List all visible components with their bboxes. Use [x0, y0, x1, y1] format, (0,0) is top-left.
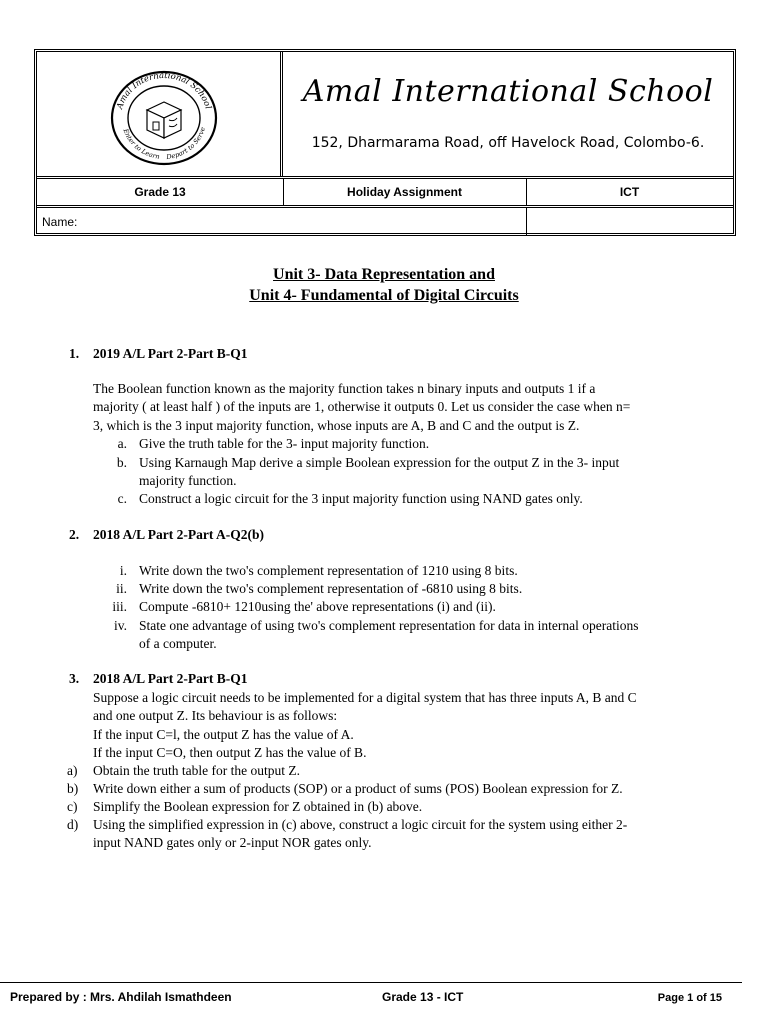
unit-title-line2: Unit 4- Fundamental of Digital Circuits	[249, 287, 519, 304]
question-3-item-b: b) Write down either a sum of products (SOP) or a product of sums (POS) Boolean expression for Z.	[67, 781, 623, 796]
school-info-cell	[283, 52, 733, 176]
question-3-heading: 3. 2018 A/L Part 2-Part B-Q1	[69, 671, 248, 686]
question-1-heading: 1. 2019 A/L Part 2-Part B-Q1	[69, 346, 248, 361]
school-address: 152, Dharmarama Road, off Havelock Road, Colombo-6.	[311, 135, 705, 151]
name-label: Name:	[42, 215, 78, 229]
info-row	[37, 179, 733, 205]
question-3-item-c: c) Simplify the Boolean expression for Z obtained in (b) above.	[67, 799, 423, 814]
school-name: Amal International School	[302, 74, 714, 109]
question-2-item-i: i. Write down the two's complement representation of 1210 using 8 bits.	[119, 563, 518, 578]
assignment-cell: Holiday Assignment	[347, 185, 462, 199]
unit-title-line1: Unit 3- Data Representation and	[273, 266, 495, 283]
question-1-item-b: b. Using Karnaugh Map derive a simple Boolean expression for the output Z in the 3- input majority function.	[116, 455, 620, 489]
question-3-intro: Suppose a logic circuit needs to be implemented for a digital system that has three inputs A, B and C and one output Z. Its behaviour is as follows: If the input C=l, the output Z has the value of A. If the input C=O, then output Z has the value of B.	[93, 690, 637, 760]
question-2-item-iii: iii. Compute -6810+ 1210using the' above representations (i) and (ii).	[112, 599, 496, 614]
svg-text:Depart to Serve: Depart to Serve	[165, 126, 208, 162]
footer-divider	[0, 982, 742, 983]
subject-cell: ICT	[619, 185, 640, 199]
grade-cell: Grade 13	[134, 185, 186, 199]
question-2-item-ii: ii. Write down the two's complement representation of -6810 using 8 bits.	[116, 581, 523, 596]
question-1-item-c: c. Construct a logic circuit for the 3 input majority function using NAND gates only.	[117, 491, 583, 506]
svg-text:Amal International School: Amal International School	[115, 70, 213, 111]
question-2-item-iv: iv. State one advantage of using two's complement representation for data in internal operations of a computer.	[114, 618, 639, 652]
footer-prepared-by: Prepared by : Mrs. Ahdilah Ismathdeen	[10, 990, 232, 1004]
question-3-item-a: a) Obtain the truth table for the output Z.	[67, 763, 300, 778]
footer-course: Grade 13 - ICT	[382, 990, 464, 1004]
question-2-heading: 2. 2018 A/L Part 2-Part A-Q2(b)	[69, 527, 264, 542]
name-row	[37, 208, 733, 236]
footer-page-number: Page 1 of 15	[657, 992, 722, 1004]
logo-cell	[37, 52, 283, 176]
header-box	[34, 49, 736, 236]
question-3-item-d: d) Using the simplified expression in (c) above, construct a logic circuit for the system using either 2- input NAND gates only or 2-input NOR gates only.	[67, 817, 628, 851]
question-1-intro: The Boolean function known as the majority function takes n binary inputs and outputs 1 if a majority ( at least half ) of the inputs are 1, otherwise it outputs 0. Let us consider the case when n= 3, which is the 3 input majority function, whose inputs are A, B and C and the output is Z.	[93, 381, 631, 433]
svg-text:Enter to Learn: Enter to Learn	[121, 127, 161, 161]
school-logo	[99, 66, 229, 166]
question-1-item-a: a. Give the truth table for the 3- input majority function.	[117, 436, 430, 451]
